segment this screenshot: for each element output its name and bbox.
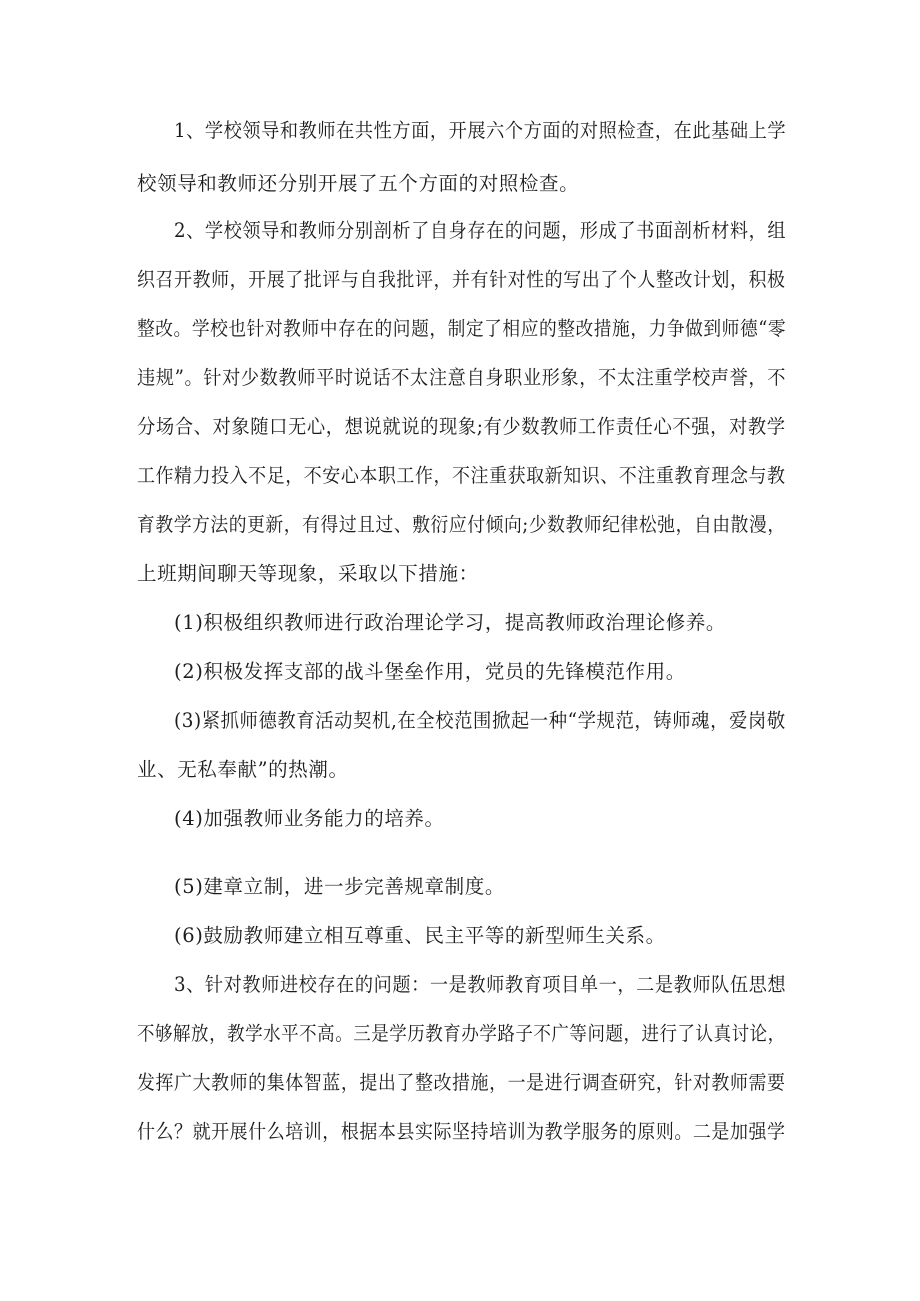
measure-item-3-line-2: 业、无私奉献”的热潮。	[137, 758, 349, 781]
paragraph-2-line-7: 育教学方法的更新，有得过且过、敷衍应付倾向;少数教师纪律松弛，自由散漫，	[137, 513, 786, 536]
paragraph-3-line-1: 3、针对教师进校存在的问题：一是教师教育项目单一，二是教师队伍思想	[174, 973, 787, 996]
paragraph-2-line-3: 整改。学校也针对教师中存在的问题，制定了相应的整改措施，力争做到师德“零	[137, 317, 787, 340]
paragraph-2-line-5: 分场合、对象随口无心，想说就说的现象;有少数教师工作责任心不强，对教学	[137, 415, 786, 438]
paragraph-3-line-2: 不够解放，教学水平不高。三是学历教育办学路子不广等问题，进行了认真讨论，	[137, 1022, 786, 1045]
measure-item-3-line-1: (3)紧抓师德教育活动契机,在全校范围掀起一种“学规范，铸师魂，爱岗敬	[174, 709, 786, 732]
measure-item-4: (4)加强教师业务能力的培养。	[174, 807, 445, 830]
measure-item-6: (6)鼓励教师建立相互尊重、民主平等的新型师生关系。	[174, 924, 666, 947]
measure-item-2: (2)积极发挥支部的战斗堡垒作用，党员的先锋模范作用。	[174, 660, 686, 683]
measure-item-1: (1)积极组织教师进行政治理论学习，提高教师政治理论修养。	[174, 611, 727, 634]
paragraph-3-line-4: 什么？就开展什么培训，根据本县实际坚持培训为教学服务的原则。二是加强学	[137, 1120, 786, 1143]
paragraph-2-line-6: 工作精力投入不足，不安心本职工作，不注重获取新知识、不注重教育理念与教	[137, 464, 786, 487]
paragraph-2-line-1: 2、学校领导和教师分别剖析了自身存在的问题，形成了书面剖析材料，组	[174, 219, 787, 242]
paragraph-2-line-8: 上班期间聊天等现象，采取以下措施：	[137, 562, 479, 585]
paragraph-2-line-2: 织召开教师，开展了批评与自我批评，并有针对性的写出了个人整改计划，积极	[137, 268, 786, 291]
measure-item-5: (5)建章立制，进一步完善规章制度。	[174, 875, 505, 898]
paragraph-3-line-3: 发挥广大教师的集体智蓝，提出了整改措施，一是进行调查研究，针对教师需要	[137, 1071, 786, 1094]
paragraph-1-line-2: 校领导和教师还分别开展了五个方面的对照检查。	[137, 172, 580, 195]
paragraph-1-line-1: 1、学校领导和教师在共性方面，开展六个方面的对照检查，在此基础上学	[174, 119, 787, 142]
paragraph-2-line-4: 违规”。针对少数教师平时说话不太注意自身职业形象，不太注重学校声誉，不	[137, 366, 787, 389]
